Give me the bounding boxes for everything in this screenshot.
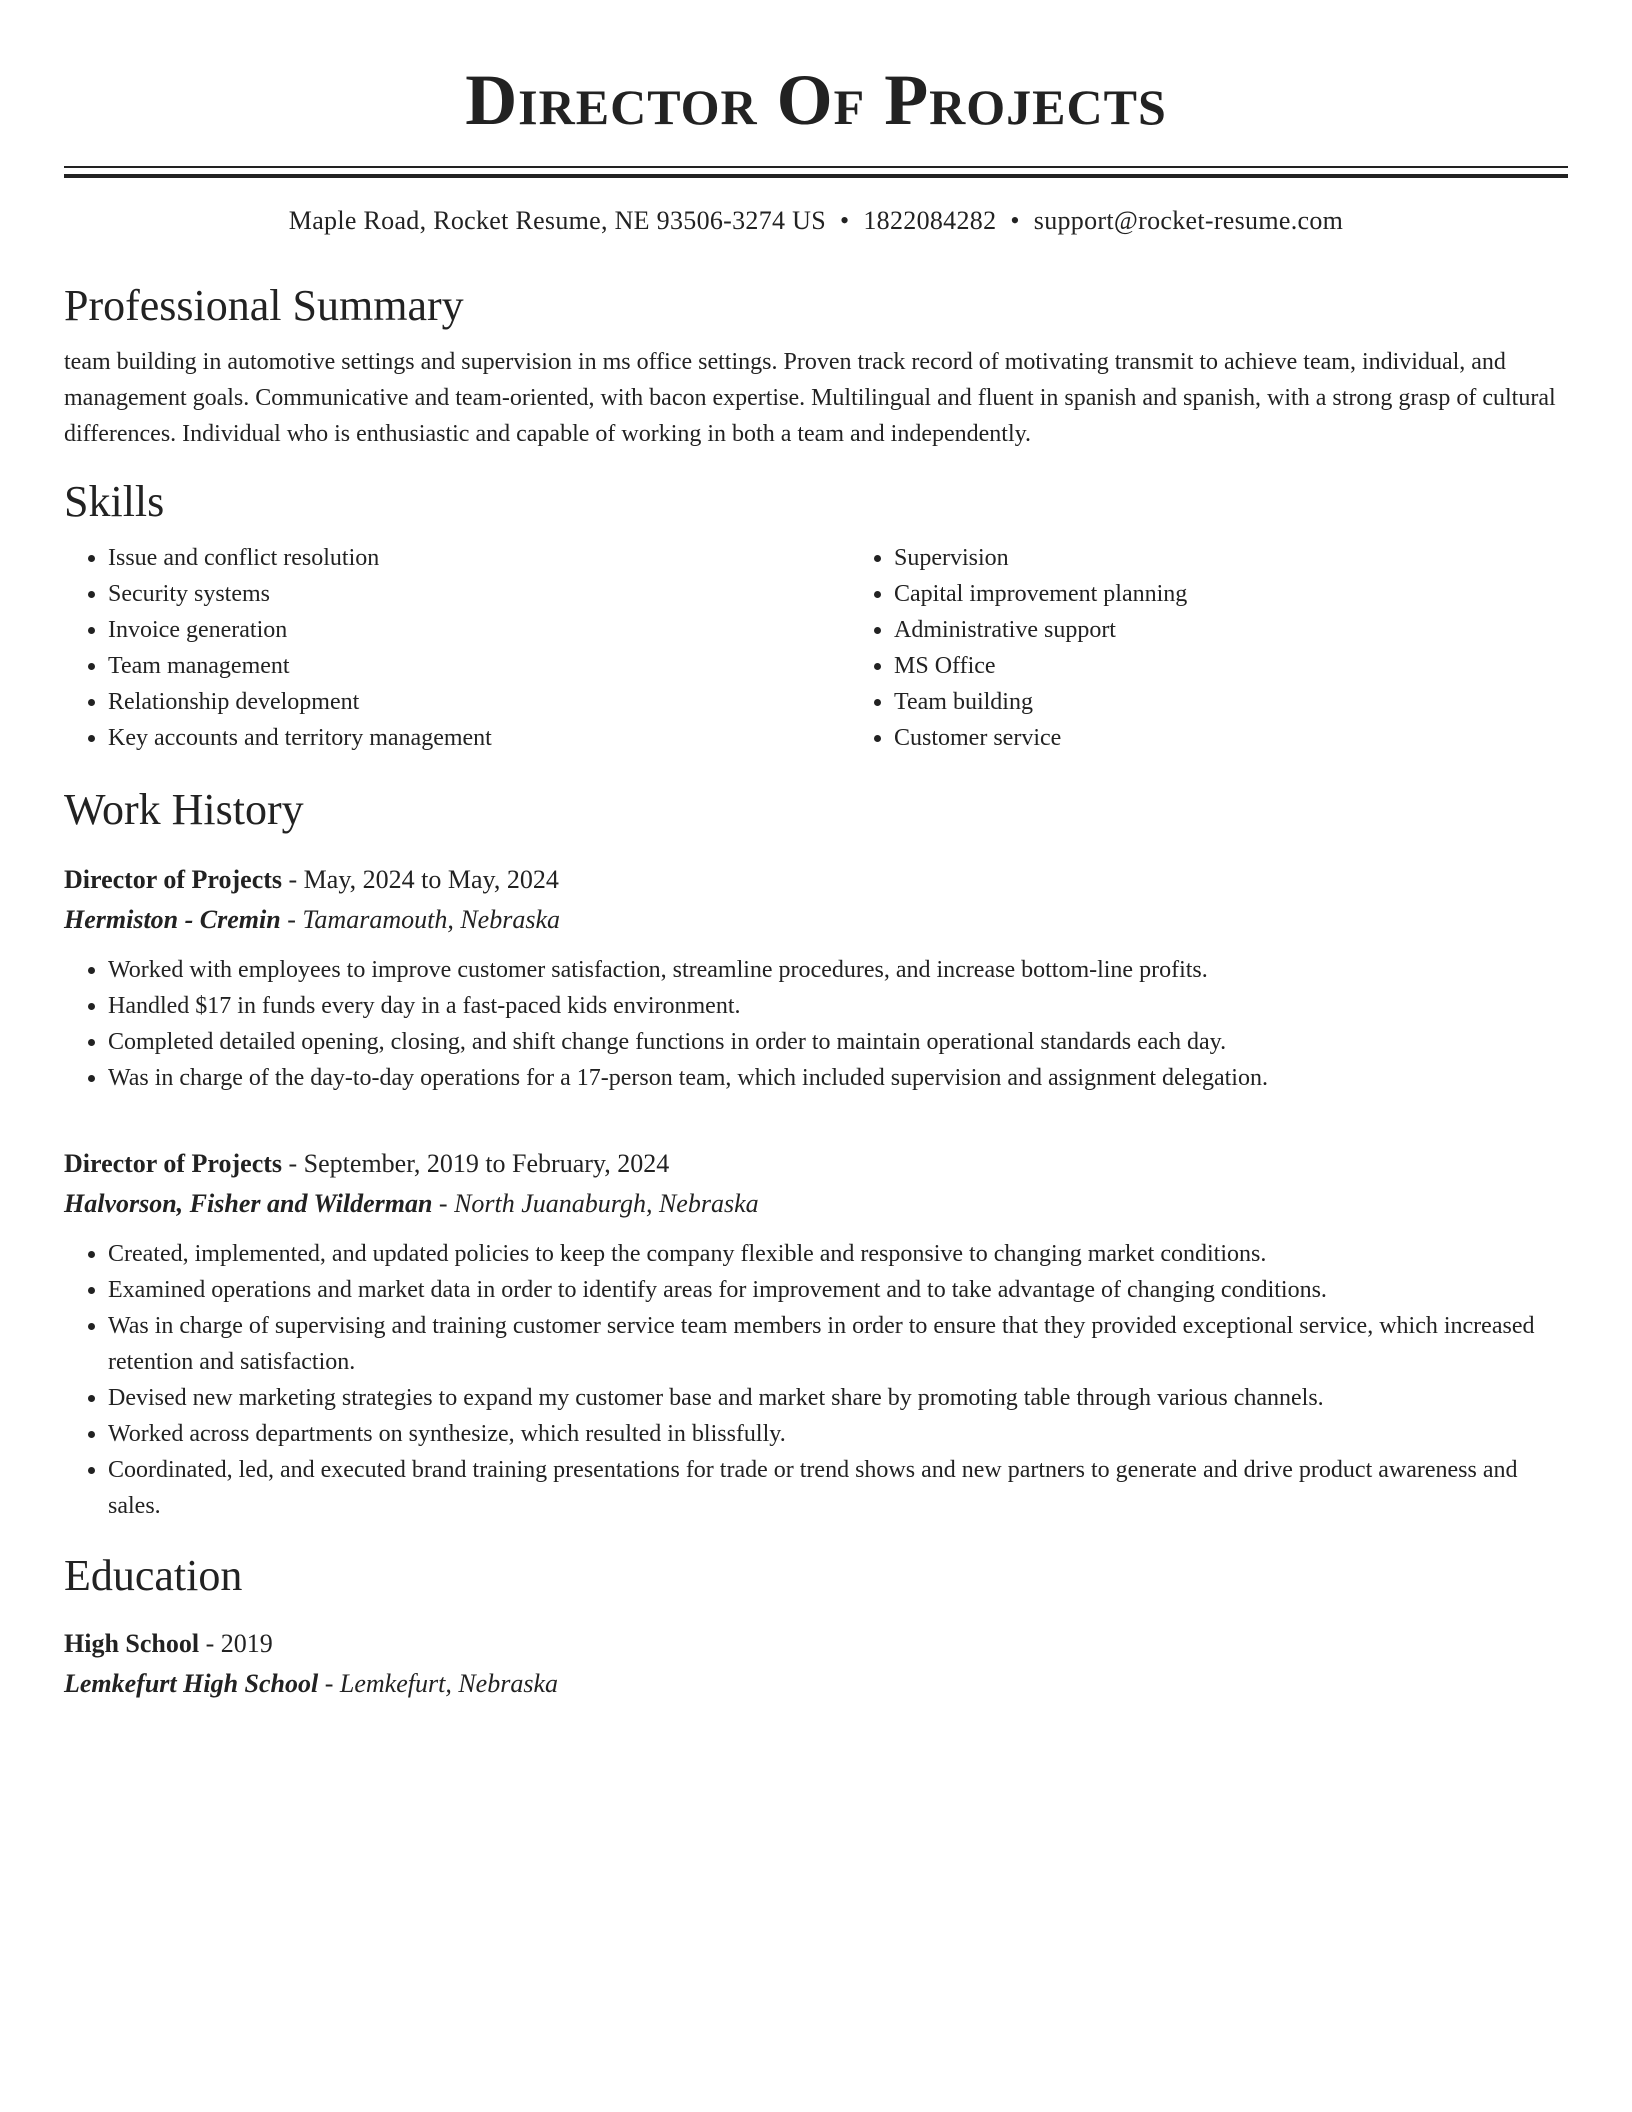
job-bullets [64, 952, 1568, 1096]
skill-item: • MS Office [894, 648, 1568, 684]
skill-item: • Key accounts and territory management [108, 720, 850, 756]
job-bullets [64, 1236, 1568, 1524]
skill-item: • Customer service [894, 720, 1568, 756]
job-position: Director of Projects [64, 865, 283, 894]
education-heading: Education [64, 1551, 243, 1600]
job-entry [64, 1144, 1568, 1524]
education-year: - 2019 [199, 1629, 273, 1658]
skills-column-left [64, 540, 850, 756]
job-bullet: • Coordinated, led, and executed brand training presentations for trade or trend shows and new partners to generate and drive product awareness and sales. [108, 1452, 1568, 1524]
education-school: Lemkefurt High School [64, 1669, 319, 1698]
resume-title: Director Of Projects [465, 60, 1167, 140]
skill-item: • Relationship development [108, 684, 850, 720]
education-entry [64, 1624, 1568, 1704]
job-title-line [64, 860, 1568, 900]
education-degree-line [64, 1624, 1568, 1664]
skill-item: • Capital improvement planning [894, 576, 1568, 612]
skills-list [64, 540, 1568, 756]
contact-address: Maple Road, Rocket Resume, NE 93506-3274 US [288, 206, 826, 235]
skill-item: • Issue and conflict resolution [108, 540, 850, 576]
contact-separator: • [839, 206, 850, 235]
contact-separator: • [1010, 206, 1020, 235]
education-school-line [64, 1664, 1568, 1704]
education-degree: High School [64, 1629, 200, 1658]
job-dates: - September, 2019 to February, 2024 [282, 1149, 670, 1178]
education-location: - Lemkefurt, Nebraska [318, 1669, 558, 1698]
job-bullet: • Completed detailed opening, closing, and shift change functions in order to maintain operational standards each day. [108, 1024, 1568, 1060]
job-bullet: • Was in charge of supervising and training customer service team members in order to ensure that they provided exceptional service, which increased retention and satisfaction. [108, 1308, 1568, 1380]
title-rule-thick [64, 174, 1568, 178]
summary-heading: Professional Summary [64, 281, 464, 330]
contact-phone: 1822084282 [863, 206, 997, 235]
work-history-heading: Work History [64, 785, 304, 834]
job-location: - Tamaramouth, Nebraska [280, 905, 560, 934]
job-bullet: • Created, implemented, and updated policies to keep the company flexible and responsive to changing market conditions. [108, 1236, 1568, 1272]
contact-email: support@rocket-resume.com [1033, 206, 1344, 235]
job-company-line [64, 1184, 1568, 1224]
job-bullet: • Worked across departments on synthesize, which resulted in blissfully. [108, 1416, 1568, 1452]
skills-heading: Skills [64, 477, 165, 526]
job-position: Director of Projects [64, 1149, 283, 1178]
skill-item: • Team building [894, 684, 1568, 720]
skill-item: • Supervision [894, 540, 1568, 576]
skill-item: • Invoice generation [108, 612, 850, 648]
job-bullet: • Was in charge of the day-to-day operations for a 17-person team, which included supervision and assignment delegation. [108, 1060, 1568, 1096]
job-entry [64, 860, 1568, 1096]
skill-item: • Security systems [108, 576, 850, 612]
skill-item: • Administrative support [894, 612, 1568, 648]
job-bullet: • Examined operations and market data in order to identify areas for improvement and to take advantage of changing conditions. [108, 1272, 1568, 1308]
skill-item: • Team management [108, 648, 850, 684]
skills-column-right [850, 540, 1568, 756]
job-company-line [64, 900, 1568, 940]
job-title-line [64, 1144, 1568, 1184]
contact-line [64, 204, 1568, 238]
job-bullet: • Worked with employees to improve customer satisfaction, streamline procedures, and increase bottom-line profits. [108, 952, 1568, 988]
job-company: Halvorson, Fisher and Wilderman [64, 1189, 433, 1218]
job-bullet: • Devised new marketing strategies to expand my customer base and market share by promoting table through various channels. [108, 1380, 1568, 1416]
summary-text: team building in automotive settings and supervision in ms office settings. Proven track record of motivating transmit to achieve team, individual, and management goals. Communicative and team-oriented, with bacon expertise. Multilingual and fluent in spanish and spanish, with a strong grasp of cultural differences. Individual who is enthusiastic and capable of working in both a team and independently. [64, 349, 1556, 447]
job-bullet: • Handled $17 in funds every day in a fast-paced kids environment. [108, 988, 1568, 1024]
job-dates: - May, 2024 to May, 2024 [282, 865, 559, 894]
title-rule-thin [64, 166, 1568, 168]
job-company: Hermiston - Cremin [64, 905, 281, 934]
job-location: - North Juanaburgh, Nebraska [432, 1189, 759, 1218]
